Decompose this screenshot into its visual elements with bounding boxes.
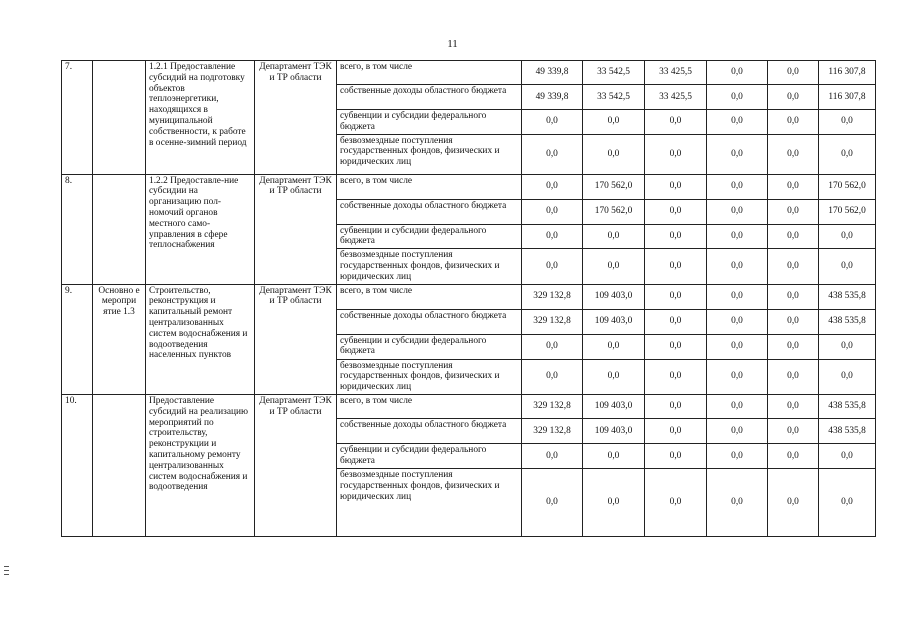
year-value: 49 339,8: [522, 85, 583, 110]
year-value: 0,0: [583, 334, 645, 359]
year-value: 329 132,8: [522, 418, 583, 443]
year-value: 0,0: [707, 334, 768, 359]
funding-source: безвозмездные поступления государственных фондов, физических и юридических лиц: [337, 468, 522, 536]
year-value: 0,0: [707, 174, 768, 199]
funding-source: собственные доходы областного бюджета: [337, 85, 522, 110]
year-value: 0,0: [645, 468, 707, 536]
year-value: 0,0: [707, 85, 768, 110]
year-value: 0,0: [645, 174, 707, 199]
year-value: 0,0: [645, 418, 707, 443]
year-value: 0,0: [768, 110, 819, 135]
year-value: 0,0: [707, 110, 768, 135]
funding-source: всего, в том числе: [337, 394, 522, 418]
year-value: 0,0: [522, 359, 583, 394]
year-value: 0,0: [707, 199, 768, 224]
table-row: [62, 284, 876, 309]
year-value: 0,0: [768, 394, 819, 418]
year-value: 0,0: [645, 199, 707, 224]
year-value: 109 403,0: [583, 394, 645, 418]
year-value: 0,0: [768, 199, 819, 224]
executor: Департамент ТЭК и ТР области: [255, 61, 337, 175]
total-value: 438 535,8: [819, 418, 876, 443]
year-value: 0,0: [707, 468, 768, 536]
row-number: 10.: [62, 394, 93, 536]
total-value: 438 535,8: [819, 309, 876, 334]
funding-source: всего, в том числе: [337, 174, 522, 199]
funding-source: безвозмездные поступления государственных фондов, физических и юридических лиц: [337, 359, 522, 394]
year-value: 0,0: [707, 443, 768, 468]
year-value: 0,0: [707, 418, 768, 443]
total-value: 116 307,8: [819, 61, 876, 85]
year-value: 0,0: [522, 199, 583, 224]
total-value: 116 307,8: [819, 85, 876, 110]
year-value: 0,0: [583, 359, 645, 394]
year-value: 0,0: [583, 249, 645, 284]
year-value: 0,0: [645, 443, 707, 468]
year-value: 0,0: [707, 359, 768, 394]
executor: Департамент ТЭК и ТР области: [255, 174, 337, 284]
funding-source: субвенции и субсидии федерального бюджета: [337, 443, 522, 468]
year-value: 0,0: [522, 249, 583, 284]
funding-source: собственные доходы областного бюджета: [337, 199, 522, 224]
event-name: Предоставление субсидий на реализацию мероприятий по строительству, реконструкции и капитальному ремонту централизованных систем водоснабжения и водоотведения: [146, 394, 255, 536]
year-value: 0,0: [522, 224, 583, 249]
year-value: 0,0: [522, 468, 583, 536]
year-value: 0,0: [768, 334, 819, 359]
funding-source: всего, в том числе: [337, 61, 522, 85]
year-value: 0,0: [768, 443, 819, 468]
year-value: 0,0: [522, 174, 583, 199]
year-value: 0,0: [768, 249, 819, 284]
total-value: 0,0: [819, 134, 876, 174]
year-value: 0,0: [768, 85, 819, 110]
year-value: 0,0: [768, 359, 819, 394]
total-value: 438 535,8: [819, 284, 876, 309]
row-number: 9.: [62, 284, 93, 394]
year-value: 0,0: [707, 134, 768, 174]
year-value: 170 562,0: [583, 199, 645, 224]
year-value: 0,0: [707, 224, 768, 249]
year-value: 0,0: [583, 110, 645, 135]
total-value: 170 562,0: [819, 199, 876, 224]
year-value: 0,0: [707, 394, 768, 418]
year-value: 0,0: [707, 249, 768, 284]
event-name: 1.2.1 Предоставление субсидий на подготовку объектов теплоэнергетики, находящихся в муниципальной собственности, к работе в осенне-зимний период: [146, 61, 255, 175]
total-value: 0,0: [819, 468, 876, 536]
page-number: 11: [447, 38, 458, 50]
year-value: 33 425,5: [645, 85, 707, 110]
year-value: 0,0: [768, 418, 819, 443]
row-number: 7.: [62, 61, 93, 175]
funding-source: безвозмездные поступления государственных фондов, физических и юридических лиц: [337, 249, 522, 284]
year-value: 0,0: [768, 468, 819, 536]
funding-source: собственные доходы областного бюджета: [337, 309, 522, 334]
funding-source: субвенции и субсидии федерального бюджета: [337, 110, 522, 135]
year-value: 0,0: [645, 284, 707, 309]
year-value: 0,0: [522, 134, 583, 174]
year-value: 33 425,5: [645, 61, 707, 85]
year-value: 109 403,0: [583, 309, 645, 334]
year-value: 33 542,5: [583, 85, 645, 110]
total-value: 0,0: [819, 359, 876, 394]
year-value: 0,0: [768, 224, 819, 249]
year-value: 0,0: [645, 110, 707, 135]
year-value: 0,0: [645, 134, 707, 174]
year-value: 109 403,0: [583, 284, 645, 309]
year-value: 0,0: [768, 309, 819, 334]
margin-marks: [4, 566, 10, 578]
executor: Департамент ТЭК и ТР области: [255, 394, 337, 536]
year-value: 0,0: [645, 309, 707, 334]
event-type: [93, 61, 146, 175]
total-value: 0,0: [819, 443, 876, 468]
total-value: 170 562,0: [819, 174, 876, 199]
year-value: 0,0: [583, 134, 645, 174]
year-value: 0,0: [768, 134, 819, 174]
year-value: 0,0: [583, 443, 645, 468]
event-type: [93, 174, 146, 284]
event-type: [93, 394, 146, 536]
table-row: [62, 394, 876, 418]
year-value: 0,0: [522, 443, 583, 468]
year-value: 329 132,8: [522, 309, 583, 334]
year-value: 109 403,0: [583, 418, 645, 443]
total-value: 0,0: [819, 334, 876, 359]
funding-source: собственные доходы областного бюджета: [337, 418, 522, 443]
year-value: 0,0: [522, 110, 583, 135]
year-value: 0,0: [583, 468, 645, 536]
year-value: 0,0: [645, 334, 707, 359]
total-value: 438 535,8: [819, 394, 876, 418]
total-value: 0,0: [819, 224, 876, 249]
table-row: [62, 61, 876, 85]
year-value: 0,0: [768, 61, 819, 85]
total-value: 0,0: [819, 110, 876, 135]
funding-source: безвозмездные поступления государственных фондов, физических и юридических лиц: [337, 134, 522, 174]
year-value: 0,0: [645, 249, 707, 284]
funding-source: субвенции и субсидии федерального бюджета: [337, 334, 522, 359]
year-value: 0,0: [768, 174, 819, 199]
year-value: 0,0: [522, 334, 583, 359]
year-value: 0,0: [707, 61, 768, 85]
total-value: 0,0: [819, 249, 876, 284]
year-value: 0,0: [707, 284, 768, 309]
funding-source: всего, в том числе: [337, 284, 522, 309]
event-type: Основно е меропри ятие 1.3: [93, 284, 146, 394]
year-value: 49 339,8: [522, 61, 583, 85]
year-value: 329 132,8: [522, 284, 583, 309]
table-row: [62, 174, 876, 199]
budget-table: [61, 60, 876, 537]
event-name: Строительство, реконструкция и капитальный ремонт централизованных систем водоснабжения и водоотведения населенных пунктов: [146, 284, 255, 394]
year-value: 0,0: [645, 224, 707, 249]
year-value: 0,0: [768, 284, 819, 309]
year-value: 170 562,0: [583, 174, 645, 199]
executor: Департамент ТЭК и ТР области: [255, 284, 337, 394]
year-value: 0,0: [583, 224, 645, 249]
funding-source: субвенции и субсидии федерального бюджета: [337, 224, 522, 249]
event-name: 1.2.2 Предоставле-ние субсидии на организацию пол-номочий органов местного само-управления в сфере теплоснабжения: [146, 174, 255, 284]
year-value: 0,0: [645, 359, 707, 394]
row-number: 8.: [62, 174, 93, 284]
year-value: 329 132,8: [522, 394, 583, 418]
year-value: 0,0: [707, 309, 768, 334]
year-value: 0,0: [645, 394, 707, 418]
year-value: 33 542,5: [583, 61, 645, 85]
